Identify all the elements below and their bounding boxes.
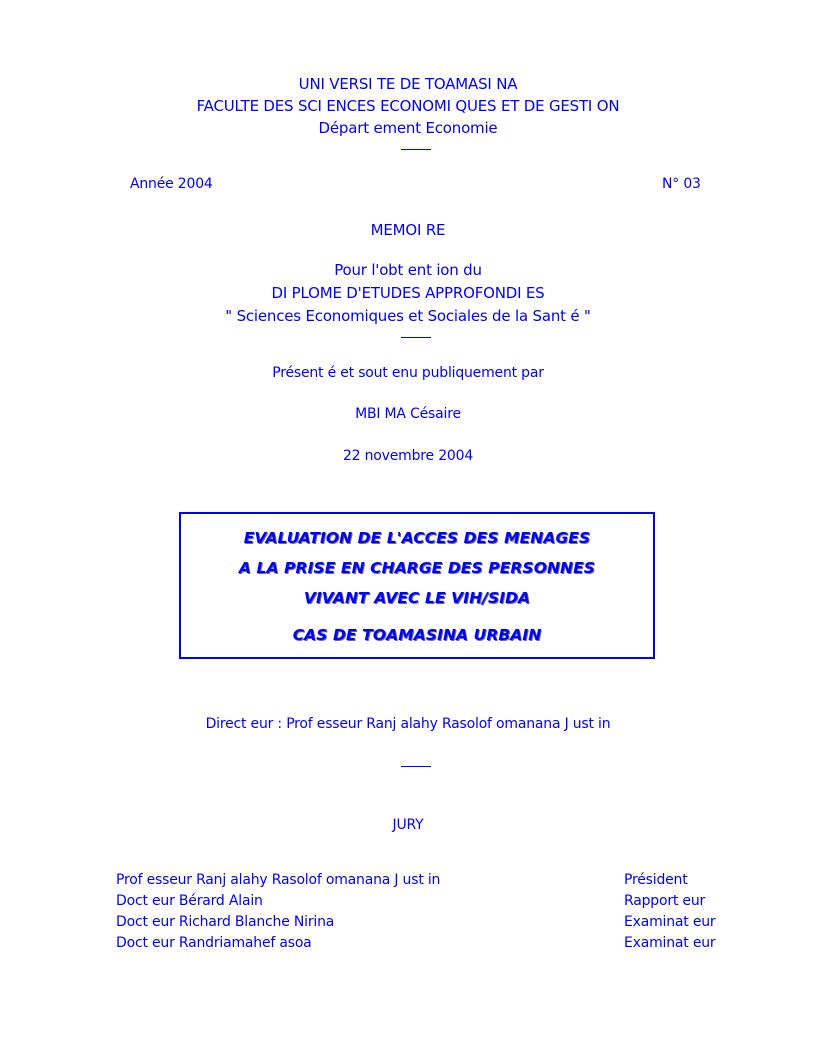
jury-member-name: Doct eur Randriamahef asoa	[116, 935, 312, 951]
department-name: Départ ement Economie	[318, 119, 498, 137]
separator-rule	[401, 149, 431, 150]
presentation-line: Présent é et sout enu publiquement par	[272, 365, 544, 381]
jury-heading: JURY	[392, 817, 424, 833]
defense-date: 22 novembre 2004	[342, 448, 474, 464]
jury-member-role: Examinat eur	[624, 914, 716, 930]
thesis-subtitle: CAS DE TOAMASINA URBAIN	[292, 626, 542, 644]
author-name: MBI MA Césaire	[355, 406, 461, 422]
faculty-name: FACULTE DES SCI ENCES ECONOMI QUES ET DE GESTI ON	[196, 97, 620, 115]
year-label: Année 2004	[130, 176, 213, 192]
thesis-title-line: A LA PRISE EN CHARGE DES PERSONNES	[238, 559, 596, 577]
document-number: N° 03	[662, 176, 701, 192]
jury-member-name: Doct eur Richard Blanche Nirina	[116, 914, 335, 930]
thesis-title-line: EVALUATION DE L'ACCES DES MENAGES	[243, 529, 591, 547]
thesis-title-line: VIVANT AVEC LE VIH/SIDA	[303, 589, 531, 607]
university-name: UNI VERSI TE DE TOAMASI NA	[298, 75, 518, 93]
separator-rule	[401, 766, 431, 767]
separator-rule	[401, 337, 431, 338]
jury-member-role: Rapport eur	[624, 893, 706, 909]
director-line: Direct eur : Prof esseur Ranj alahy Rasolof omanana J ust in	[205, 716, 611, 732]
jury-member-role: Examinat eur	[624, 935, 716, 951]
purpose-line: Pour l'obt ent ion du	[334, 261, 482, 279]
thesis-title-box	[179, 512, 655, 659]
jury-member-name: Prof esseur Ranj alahy Rasolof omanana J ust in	[116, 872, 441, 888]
memoire-label: MEMOI RE	[370, 221, 446, 239]
jury-member-role: Président	[624, 872, 688, 888]
specialty-line: " Sciences Economiques et Sociales de la Sant é "	[225, 307, 591, 325]
diploma-line: DI PLOME D'ETUDES APPROFONDI ES	[271, 284, 545, 302]
jury-member-name: Doct eur Bérard Alain	[116, 893, 263, 909]
